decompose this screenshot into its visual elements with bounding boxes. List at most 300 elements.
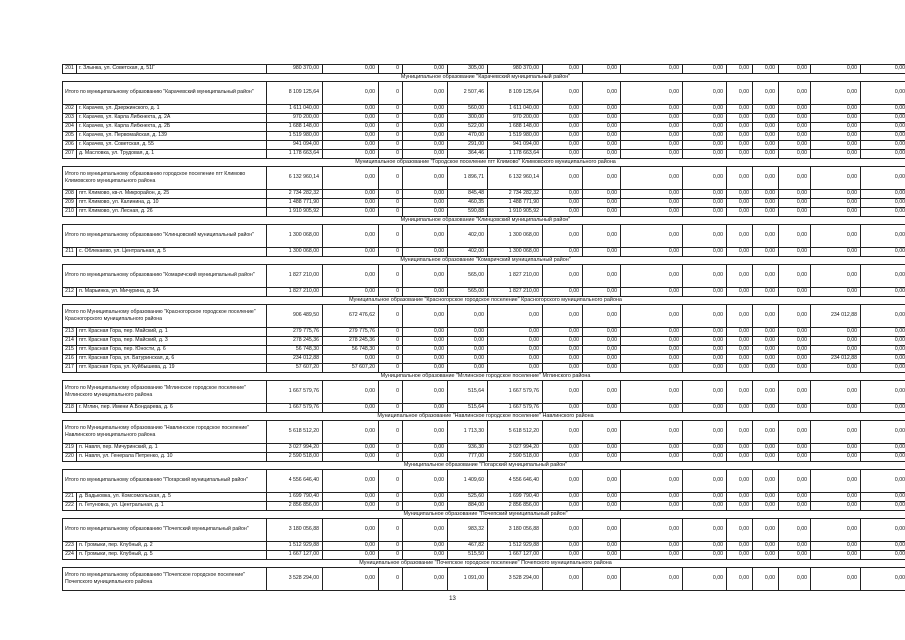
value-cell: 0,00 [727, 444, 753, 453]
value-cell: 0,00 [753, 453, 779, 462]
value-cell: 0,00 [583, 444, 621, 453]
value-cell: 0,00 [543, 225, 583, 248]
value-cell: 0,00 [811, 470, 861, 493]
row-number: 212 [63, 288, 77, 297]
value-cell: 1 409,60 [448, 470, 488, 493]
value-cell: 0,00 [753, 568, 779, 591]
value-cell: 0,00 [583, 265, 621, 288]
value-cell: 0,00 [583, 225, 621, 248]
value-cell: 0,00 [811, 551, 861, 560]
value-cell: 0,00 [403, 355, 448, 364]
value-cell: 0,00 [323, 199, 379, 208]
value-cell: 0,00 [683, 248, 727, 257]
value-cell: 0,00 [753, 225, 779, 248]
value-cell: 0,00 [861, 208, 905, 217]
value-cell: 0,00 [753, 141, 779, 150]
value-cell: 279 775,76 [267, 328, 323, 337]
section-title: Муниципальное образование "Городское поселение пгт Климово" Климовского муниципального района [63, 159, 905, 167]
value-cell: 0,00 [621, 542, 683, 551]
value-cell: 0,00 [543, 551, 583, 560]
value-cell: 1 827 210,00 [488, 288, 543, 297]
value-cell: 0,00 [621, 453, 683, 462]
value-cell: 0,00 [583, 114, 621, 123]
value-cell: 0,00 [621, 364, 683, 373]
value-cell: 0 [379, 453, 403, 462]
row-number: 217 [63, 364, 77, 373]
value-cell: 0,00 [683, 328, 727, 337]
value-cell: 2 856 856,00 [488, 502, 543, 511]
address-cell: пгт. Красная Гора, пер. Юности, д. 6 [77, 346, 267, 355]
value-cell: 0,00 [621, 190, 683, 199]
value-cell: 0,00 [861, 65, 905, 74]
value-cell: 1 827 210,00 [267, 265, 323, 288]
value-cell: 565,00 [448, 265, 488, 288]
value-cell: 0,00 [861, 132, 905, 141]
section-total-row [63, 421, 905, 444]
section-header-row [63, 297, 905, 305]
value-cell: 0,00 [779, 65, 811, 74]
value-cell: 0,00 [683, 421, 727, 444]
value-cell: 0 [379, 65, 403, 74]
value-cell: 0,00 [779, 542, 811, 551]
value-cell: 0,00 [621, 199, 683, 208]
value-cell: 2 734 282,32 [488, 190, 543, 199]
table-row [63, 453, 905, 462]
value-cell: 0 [379, 208, 403, 217]
value-cell: 0,00 [683, 65, 727, 74]
value-cell: 0,00 [861, 519, 905, 542]
value-cell: 0,00 [861, 141, 905, 150]
value-cell: 0,00 [753, 132, 779, 141]
value-cell: 0,00 [583, 123, 621, 132]
value-cell: 0,00 [448, 364, 488, 373]
address-cell: пгт. Красная Гора, пер. Майский, д. 3 [77, 337, 267, 346]
value-cell: 1 667 127,00 [488, 551, 543, 560]
total-label: Итого по муниципальному образованию "Комаричский муниципальный район" [63, 265, 267, 288]
value-cell: 6 132 960,14 [488, 167, 543, 190]
value-cell: 1 667 579,76 [267, 381, 323, 404]
value-cell: 0,00 [403, 248, 448, 257]
value-cell: 0,00 [323, 114, 379, 123]
value-cell: 0,00 [403, 190, 448, 199]
value-cell: 0,00 [753, 248, 779, 257]
value-cell: 0,00 [811, 167, 861, 190]
address-cell: г. Карачев, ул. Первомайская, д. 139 [77, 132, 267, 141]
value-cell: 0,00 [543, 199, 583, 208]
value-cell: 0,00 [779, 381, 811, 404]
value-cell: 0,00 [403, 150, 448, 159]
value-cell: 0,00 [583, 105, 621, 114]
value-cell: 0,00 [779, 114, 811, 123]
section-title: Муниципальное образование "Клинцовский муниципальный район" [63, 217, 905, 225]
address-cell: пгт. Климово, кв-л. Микрорайон, д. 25 [77, 190, 267, 199]
table-row [63, 355, 905, 364]
value-cell: 0,00 [811, 421, 861, 444]
value-cell: 0,00 [403, 502, 448, 511]
value-cell: 0,00 [583, 248, 621, 257]
value-cell: 0 [379, 150, 403, 159]
value-cell: 0,00 [753, 542, 779, 551]
value-cell: 0,00 [621, 519, 683, 542]
section-title: Муниципальное образование "Карачевский муниципальный район" [63, 74, 905, 82]
value-cell: 0,00 [621, 132, 683, 141]
value-cell: 0,00 [543, 421, 583, 444]
value-cell: 0,00 [861, 470, 905, 493]
value-cell: 0,00 [323, 65, 379, 74]
value-cell: 0,00 [753, 328, 779, 337]
table-row [63, 364, 905, 373]
value-cell: 0,00 [583, 288, 621, 297]
value-cell: 0,00 [323, 551, 379, 560]
value-cell: 1 667 127,00 [267, 551, 323, 560]
value-cell: 1 688 148,00 [488, 123, 543, 132]
value-cell: 0,00 [543, 470, 583, 493]
value-cell: 970 200,00 [488, 114, 543, 123]
value-cell: 0,00 [861, 305, 905, 328]
value-cell: 0,00 [861, 346, 905, 355]
value-cell: 0,00 [753, 337, 779, 346]
value-cell: 0,00 [727, 355, 753, 364]
address-cell: п. Громыки, пер. Клубный, д. 2 [77, 542, 267, 551]
value-cell: 0,00 [403, 519, 448, 542]
value-cell: 0,00 [583, 150, 621, 159]
address-cell: п. Гетуновка, ул. Центральная, д. 1 [77, 502, 267, 511]
value-cell: 0,00 [403, 421, 448, 444]
value-cell: 0,00 [779, 123, 811, 132]
table-row [63, 105, 905, 114]
value-cell: 1 178 663,64 [488, 150, 543, 159]
value-cell: 0,00 [753, 305, 779, 328]
value-cell: 0,00 [621, 114, 683, 123]
value-cell: 0,00 [683, 355, 727, 364]
value-cell: 0,00 [779, 337, 811, 346]
value-cell: 0,00 [323, 225, 379, 248]
value-cell: 0 [379, 132, 403, 141]
total-label: Итого по муниципальному образованию "Клинцовский муниципальный район" [63, 225, 267, 248]
value-cell: 0,00 [323, 404, 379, 413]
value-cell: 0 [379, 502, 403, 511]
value-cell: 0,00 [683, 404, 727, 413]
value-cell: 0,00 [779, 288, 811, 297]
value-cell: 2 590 518,00 [488, 453, 543, 462]
value-cell: 0,00 [861, 288, 905, 297]
value-cell: 0,00 [621, 65, 683, 74]
value-cell: 0 [379, 542, 403, 551]
value-cell: 0,00 [811, 105, 861, 114]
value-cell: 0,00 [753, 470, 779, 493]
value-cell: 1 178 663,64 [267, 150, 323, 159]
value-cell: 0,00 [621, 265, 683, 288]
total-label: Итого по муниципальному образованию "Почепское городское поселение" Почепского муниципального района [63, 568, 267, 591]
table-row [63, 404, 905, 413]
value-cell: 0,00 [583, 208, 621, 217]
value-cell: 0,00 [861, 453, 905, 462]
value-cell: 0,00 [448, 328, 488, 337]
value-cell: 0,00 [861, 364, 905, 373]
value-cell: 0,00 [861, 265, 905, 288]
value-cell: 0,00 [727, 346, 753, 355]
value-cell: 234 012,88 [811, 355, 861, 364]
value-cell: 0,00 [621, 82, 683, 105]
value-cell: 0 [379, 305, 403, 328]
total-label: Итого по муниципальному образованию "Почепский муниципальный район" [63, 519, 267, 542]
value-cell: 0,00 [448, 305, 488, 328]
total-label: Итого по муниципальному образованию "Карачевский муниципальный район" [63, 82, 267, 105]
value-cell: 0,00 [323, 288, 379, 297]
value-cell: 0,00 [727, 453, 753, 462]
value-cell: 0,00 [683, 123, 727, 132]
value-cell: 0,00 [811, 328, 861, 337]
value-cell: 0,00 [403, 141, 448, 150]
value-cell: 0,00 [543, 568, 583, 591]
value-cell: 0,00 [683, 305, 727, 328]
table-row [63, 190, 905, 199]
table-row [63, 542, 905, 551]
section-total-row [63, 225, 905, 248]
value-cell: 0,00 [683, 105, 727, 114]
section-header-row [63, 511, 905, 519]
value-cell: 0,00 [811, 114, 861, 123]
value-cell: 0,00 [583, 65, 621, 74]
address-cell: пгт. Красная Гора, пер. Майский, д. 1 [77, 328, 267, 337]
value-cell: 0,00 [779, 519, 811, 542]
value-cell: 0,00 [727, 502, 753, 511]
value-cell: 0,00 [583, 470, 621, 493]
value-cell: 0,00 [811, 123, 861, 132]
value-cell: 0,00 [543, 346, 583, 355]
value-cell: 0 [379, 265, 403, 288]
value-cell: 0,00 [323, 82, 379, 105]
value-cell: 0,00 [683, 568, 727, 591]
value-cell: 0,00 [621, 150, 683, 159]
value-cell: 0,00 [779, 82, 811, 105]
value-cell: 0,00 [811, 568, 861, 591]
value-cell: 0,00 [727, 167, 753, 190]
value-cell: 0,00 [753, 381, 779, 404]
value-cell: 0,00 [753, 199, 779, 208]
value-cell: 0 [379, 337, 403, 346]
value-cell: 0,00 [448, 355, 488, 364]
value-cell: 0 [379, 105, 403, 114]
value-cell: 0,00 [861, 421, 905, 444]
row-number: 206 [63, 141, 77, 150]
value-cell: 0 [379, 346, 403, 355]
value-cell: 0,00 [621, 123, 683, 132]
value-cell: 1 713,30 [448, 421, 488, 444]
value-cell: 0 [379, 404, 403, 413]
value-cell: 0,00 [861, 199, 905, 208]
value-cell: 1 667 579,76 [488, 404, 543, 413]
value-cell: 0,00 [753, 65, 779, 74]
value-cell: 0,00 [403, 288, 448, 297]
value-cell: 0 [379, 444, 403, 453]
value-cell: 1 896,71 [448, 167, 488, 190]
value-cell: 0,00 [683, 141, 727, 150]
value-cell: 0,00 [779, 132, 811, 141]
table-body [63, 65, 905, 591]
table-row [63, 114, 905, 123]
value-cell: 0,00 [811, 453, 861, 462]
value-cell: 0,00 [543, 208, 583, 217]
value-cell: 1 488 771,90 [267, 199, 323, 208]
value-cell: 0,00 [583, 305, 621, 328]
value-cell: 0,00 [683, 364, 727, 373]
row-number: 215 [63, 346, 77, 355]
value-cell: 5 618 512,20 [267, 421, 323, 444]
section-total-row [63, 470, 905, 493]
value-cell: 1 699 790,40 [488, 493, 543, 502]
value-cell: 402,00 [448, 248, 488, 257]
value-cell: 0,00 [811, 404, 861, 413]
value-cell: 0,00 [543, 328, 583, 337]
row-number: 222 [63, 502, 77, 511]
value-cell: 0,00 [403, 328, 448, 337]
value-cell: 0,00 [753, 82, 779, 105]
value-cell: 0,00 [753, 114, 779, 123]
value-cell: 0,00 [779, 190, 811, 199]
value-cell: 0,00 [861, 551, 905, 560]
value-cell: 522,00 [448, 123, 488, 132]
value-cell: 0,00 [543, 453, 583, 462]
value-cell: 2 507,46 [448, 82, 488, 105]
value-cell: 0,00 [753, 190, 779, 199]
value-cell: 565,00 [448, 288, 488, 297]
section-header-row [63, 373, 905, 381]
value-cell: 3 180 056,88 [267, 519, 323, 542]
address-cell: г. Мглин, пер. Имени А.Бондарева, д. 6 [77, 404, 267, 413]
total-label: Итого по Муниципальному образованию "Мглинское городское поселение" Мглинского муниципального района [63, 381, 267, 404]
value-cell: 590,88 [448, 208, 488, 217]
row-number: 223 [63, 542, 77, 551]
value-cell: 0,00 [727, 132, 753, 141]
value-cell: 0 [379, 328, 403, 337]
section-total-row [63, 82, 905, 105]
value-cell: 0,00 [621, 141, 683, 150]
value-cell: 1 827 210,00 [267, 288, 323, 297]
value-cell: 0,00 [323, 150, 379, 159]
value-cell: 0,00 [861, 444, 905, 453]
value-cell: 1 519 980,00 [488, 132, 543, 141]
value-cell: 0,00 [727, 141, 753, 150]
value-cell: 0,00 [727, 248, 753, 257]
value-cell: 0,00 [488, 328, 543, 337]
value-cell: 0 [379, 190, 403, 199]
value-cell: 0,00 [543, 248, 583, 257]
value-cell: 0,00 [583, 141, 621, 150]
value-cell: 0,00 [779, 355, 811, 364]
value-cell: 0,00 [583, 551, 621, 560]
value-cell: 0,00 [753, 265, 779, 288]
value-cell: 0,00 [403, 346, 448, 355]
value-cell: 470,00 [448, 132, 488, 141]
value-cell: 0,00 [779, 167, 811, 190]
value-cell: 0,00 [861, 123, 905, 132]
address-cell: г. Карачев, ул. Дзержинского, д. 1 [77, 105, 267, 114]
value-cell: 0,00 [727, 82, 753, 105]
value-cell: 0,00 [727, 364, 753, 373]
total-label: Итого по Муниципальному образованию "Навлинское городское поселение" Навлинского муниципального района [63, 421, 267, 444]
value-cell: 234 012,88 [267, 355, 323, 364]
row-number: 219 [63, 444, 77, 453]
value-cell: 0,00 [583, 190, 621, 199]
value-cell: 0,00 [583, 421, 621, 444]
value-cell: 0,00 [811, 132, 861, 141]
value-cell: 0 [379, 167, 403, 190]
address-cell: г. Карачев, ул. Карла Либкнехта, д. 2Б [77, 123, 267, 132]
value-cell: 0,00 [779, 141, 811, 150]
value-cell: 0,00 [621, 248, 683, 257]
value-cell: 0,00 [543, 364, 583, 373]
value-cell: 3 027 994,20 [267, 444, 323, 453]
value-cell: 1 611 040,00 [488, 105, 543, 114]
row-number: 203 [63, 114, 77, 123]
value-cell: 0,00 [621, 328, 683, 337]
value-cell: 0 [379, 551, 403, 560]
value-cell: 0,00 [683, 167, 727, 190]
value-cell: 0,00 [861, 150, 905, 159]
value-cell: 1 667 579,76 [267, 404, 323, 413]
value-cell: 56 748,30 [267, 346, 323, 355]
value-cell: 4 556 646,40 [488, 470, 543, 493]
value-cell: 0,00 [403, 225, 448, 248]
value-cell: 0,00 [727, 65, 753, 74]
address-cell: пгт. Климово, ул. Лесная, д. 26 [77, 208, 267, 217]
value-cell: 0 [379, 493, 403, 502]
value-cell: 0,00 [403, 65, 448, 74]
value-cell: 0,00 [753, 519, 779, 542]
table-row [63, 123, 905, 132]
value-cell: 0,00 [323, 568, 379, 591]
value-cell: 0,00 [861, 568, 905, 591]
value-cell: 0,00 [683, 208, 727, 217]
row-number: 210 [63, 208, 77, 217]
value-cell: 0,00 [727, 150, 753, 159]
value-cell: 0,00 [779, 225, 811, 248]
value-cell: 0,00 [779, 502, 811, 511]
value-cell: 0,00 [403, 404, 448, 413]
value-cell: 0,00 [543, 167, 583, 190]
value-cell: 278 245,36 [267, 337, 323, 346]
value-cell: 0,00 [403, 265, 448, 288]
value-cell: 0,00 [683, 519, 727, 542]
value-cell: 0,00 [861, 167, 905, 190]
row-number: 207 [63, 150, 77, 159]
value-cell: 0,00 [488, 337, 543, 346]
table-row [63, 150, 905, 159]
value-cell: 0,00 [861, 502, 905, 511]
table-row [63, 502, 905, 511]
value-cell: 980 370,00 [267, 65, 323, 74]
value-cell: 2 590 518,00 [267, 453, 323, 462]
value-cell: 0,00 [683, 502, 727, 511]
value-cell: 515,64 [448, 404, 488, 413]
value-cell: 0,00 [543, 502, 583, 511]
value-cell: 0,00 [811, 190, 861, 199]
section-total-row [63, 265, 905, 288]
value-cell: 0,00 [753, 421, 779, 444]
section-title: Муниципальное образование "Почепский муниципальный район" [63, 511, 905, 519]
value-cell: 57 607,20 [323, 364, 379, 373]
value-cell: 0,00 [583, 337, 621, 346]
value-cell: 0,00 [727, 519, 753, 542]
value-cell: 0,00 [683, 288, 727, 297]
value-cell: 0,00 [543, 337, 583, 346]
value-cell: 0,00 [621, 444, 683, 453]
value-cell: 0,00 [543, 82, 583, 105]
value-cell: 0 [379, 225, 403, 248]
value-cell: 8 109 125,64 [267, 82, 323, 105]
row-number: 202 [63, 105, 77, 114]
